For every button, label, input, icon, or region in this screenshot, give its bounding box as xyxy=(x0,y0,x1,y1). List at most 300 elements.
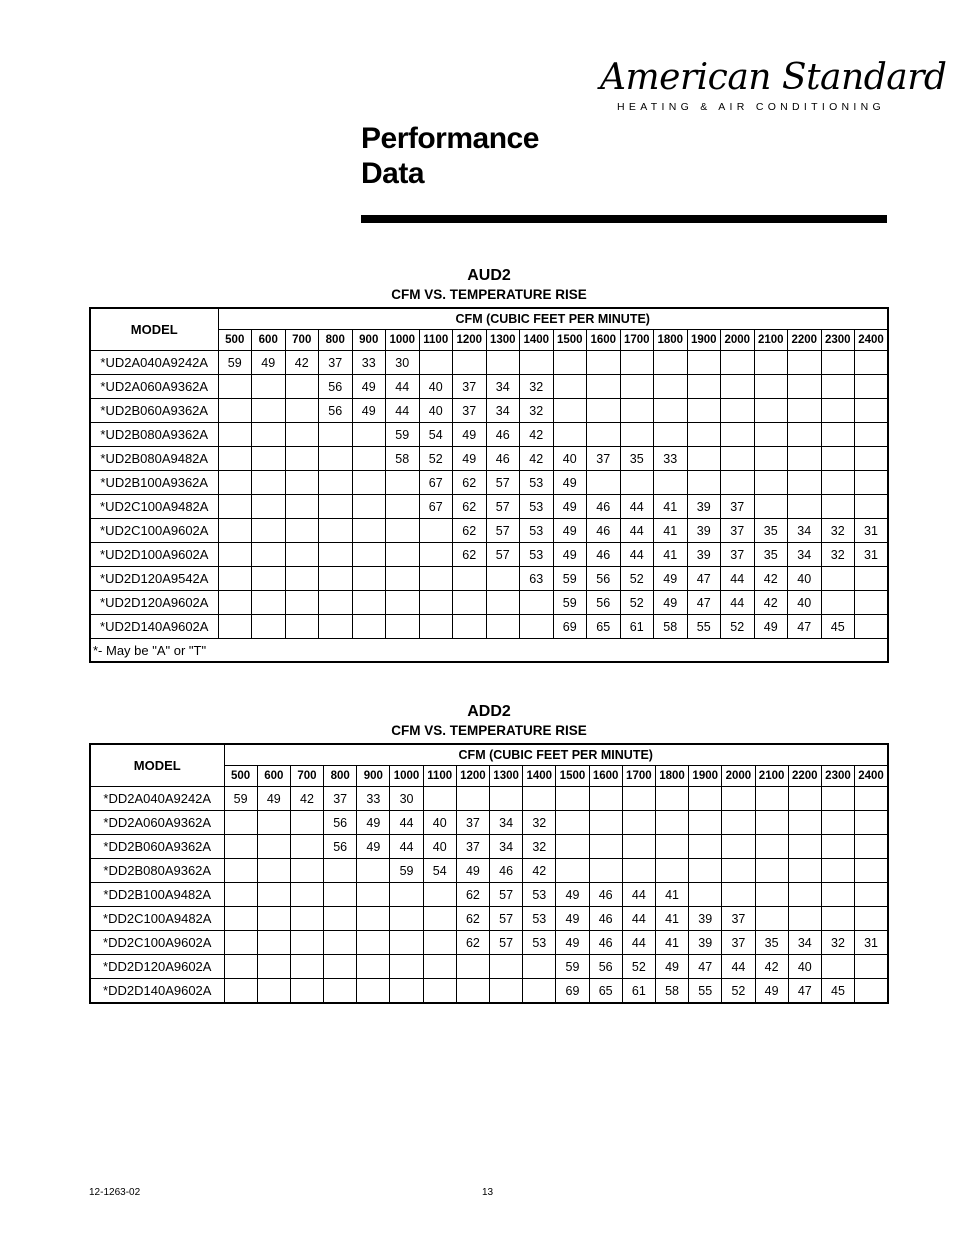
temp-rise-cell: 49 xyxy=(352,399,386,423)
temp-rise-cell xyxy=(855,351,889,375)
temp-rise-cell xyxy=(486,615,520,639)
temp-rise-cell: 40 xyxy=(419,375,453,399)
temp-rise-cell: 47 xyxy=(687,591,721,615)
temp-rise-cell xyxy=(722,787,755,811)
temp-rise-cell xyxy=(285,399,319,423)
temp-rise-cell xyxy=(490,979,523,1004)
temp-rise-cell xyxy=(788,423,822,447)
temp-rise-cell xyxy=(622,859,655,883)
temp-rise-cell xyxy=(352,615,386,639)
temp-rise-cell: 57 xyxy=(486,471,520,495)
temp-rise-cell xyxy=(553,399,587,423)
cfm-column-header: 1100 xyxy=(419,330,453,351)
temp-rise-cell xyxy=(687,375,721,399)
temp-rise-cell: 46 xyxy=(486,423,520,447)
temp-rise-cell: 44 xyxy=(721,591,755,615)
temp-rise-cell: 39 xyxy=(687,495,721,519)
cfm-column-header: 1500 xyxy=(553,330,587,351)
temp-rise-cell xyxy=(257,979,290,1004)
temp-rise-cell: 34 xyxy=(788,543,822,567)
temp-rise-cell: 34 xyxy=(490,811,523,835)
model-cell: *DD2A060A9362A xyxy=(90,811,224,835)
temp-rise-cell xyxy=(687,423,721,447)
temp-rise-cell xyxy=(352,543,386,567)
temp-rise-cell: 49 xyxy=(754,615,788,639)
temp-rise-cell: 58 xyxy=(655,979,688,1004)
temp-rise-cell xyxy=(357,931,390,955)
cfm-column-header: 2000 xyxy=(721,330,755,351)
temp-rise-cell xyxy=(218,543,252,567)
cfm-column-header: 700 xyxy=(285,330,319,351)
temp-rise-cell: 40 xyxy=(419,399,453,423)
temp-rise-cell xyxy=(721,471,755,495)
temp-rise-cell xyxy=(218,615,252,639)
temp-rise-cell: 53 xyxy=(520,471,554,495)
aud2-subtitle: CFM VS. TEMPERATURE RISE xyxy=(391,287,587,302)
temp-rise-cell xyxy=(689,883,722,907)
temp-rise-cell: 53 xyxy=(523,931,556,955)
temp-rise-cell: 52 xyxy=(620,567,654,591)
temp-rise-cell: 41 xyxy=(655,907,688,931)
model-header: MODEL xyxy=(90,308,218,351)
cfm-column-header: 1800 xyxy=(654,330,688,351)
temp-rise-cell: 37 xyxy=(324,787,357,811)
temp-rise-cell xyxy=(788,883,821,907)
temp-rise-cell xyxy=(386,471,420,495)
temp-rise-cell: 49 xyxy=(553,543,587,567)
brand-name: American Standard xyxy=(600,57,947,98)
temp-rise-cell: 42 xyxy=(290,787,323,811)
temp-rise-cell xyxy=(324,955,357,979)
temp-rise-cell: 35 xyxy=(754,519,788,543)
temp-rise-cell: 37 xyxy=(456,835,489,859)
page-title-line-2: Data xyxy=(361,157,425,190)
temp-rise-cell: 57 xyxy=(486,495,520,519)
temp-rise-cell: 44 xyxy=(722,955,755,979)
add2-section xyxy=(89,702,889,1004)
temp-rise-cell xyxy=(386,495,420,519)
table-row xyxy=(90,787,888,811)
temp-rise-cell: 54 xyxy=(419,423,453,447)
temp-rise-cell xyxy=(419,567,453,591)
temp-rise-cell xyxy=(655,811,688,835)
model-cell: *DD2D120A9602A xyxy=(90,955,224,979)
table-row xyxy=(90,811,888,835)
model-cell: *UD2D100A9602A xyxy=(90,543,218,567)
temp-rise-cell: 53 xyxy=(520,519,554,543)
temp-rise-cell: 30 xyxy=(390,787,423,811)
temp-rise-cell: 49 xyxy=(252,351,286,375)
temp-rise-cell: 67 xyxy=(419,495,453,519)
temp-rise-cell xyxy=(386,615,420,639)
temp-rise-cell xyxy=(855,399,889,423)
temp-rise-cell xyxy=(357,907,390,931)
temp-rise-cell xyxy=(319,423,353,447)
add2-subtitle: CFM VS. TEMPERATURE RISE xyxy=(391,723,587,738)
temp-rise-cell: 46 xyxy=(587,495,621,519)
model-cell: *UD2D140A9602A xyxy=(90,615,218,639)
temp-rise-cell: 41 xyxy=(654,495,688,519)
cfm-column-header: 1600 xyxy=(589,766,622,787)
temp-rise-cell xyxy=(788,859,821,883)
temp-rise-cell: 37 xyxy=(722,907,755,931)
temp-rise-cell: 35 xyxy=(755,931,788,955)
temp-rise-cell xyxy=(224,979,257,1004)
cfm-column-header: 900 xyxy=(352,330,386,351)
temp-rise-cell xyxy=(620,399,654,423)
temp-rise-cell xyxy=(419,543,453,567)
temp-rise-cell: 37 xyxy=(453,399,487,423)
temp-rise-cell xyxy=(620,471,654,495)
temp-rise-cell: 59 xyxy=(553,591,587,615)
aud2-title: AUD2 xyxy=(467,267,511,284)
table-row xyxy=(90,351,888,375)
temp-rise-cell xyxy=(352,495,386,519)
temp-rise-cell xyxy=(721,375,755,399)
table-row xyxy=(90,519,888,543)
temp-rise-cell xyxy=(285,495,319,519)
temp-rise-cell: 44 xyxy=(390,835,423,859)
temp-rise-cell xyxy=(821,495,855,519)
temp-rise-cell xyxy=(821,399,855,423)
temp-rise-cell: 45 xyxy=(821,615,855,639)
temp-rise-cell: 47 xyxy=(687,567,721,591)
temp-rise-cell xyxy=(423,883,456,907)
temp-rise-cell xyxy=(224,883,257,907)
temp-rise-cell xyxy=(654,423,688,447)
cfm-column-header: 1200 xyxy=(453,330,487,351)
cfm-column-header: 2400 xyxy=(855,330,889,351)
temp-rise-cell xyxy=(788,471,822,495)
temp-rise-cell xyxy=(224,859,257,883)
temp-rise-cell: 49 xyxy=(553,471,587,495)
temp-rise-cell: 54 xyxy=(423,859,456,883)
temp-rise-cell: 55 xyxy=(689,979,722,1004)
cfm-column-header: 500 xyxy=(218,330,252,351)
temp-rise-cell xyxy=(754,351,788,375)
temp-rise-cell: 49 xyxy=(556,931,589,955)
temp-rise-cell xyxy=(386,567,420,591)
temp-rise-cell xyxy=(224,931,257,955)
temp-rise-cell xyxy=(523,787,556,811)
cfm-column-header: 2000 xyxy=(722,766,755,787)
temp-rise-cell: 49 xyxy=(654,591,688,615)
temp-rise-cell: 62 xyxy=(453,495,487,519)
temp-rise-cell: 47 xyxy=(689,955,722,979)
temp-rise-cell: 37 xyxy=(587,447,621,471)
title-rule xyxy=(361,215,887,223)
temp-rise-cell: 37 xyxy=(721,519,755,543)
temp-rise-cell xyxy=(357,979,390,1004)
table-row xyxy=(90,955,888,979)
temp-rise-cell xyxy=(523,979,556,1004)
temp-rise-cell xyxy=(218,423,252,447)
temp-rise-cell: 53 xyxy=(523,883,556,907)
temp-rise-cell: 44 xyxy=(721,567,755,591)
temp-rise-cell: 37 xyxy=(721,495,755,519)
temp-rise-cell xyxy=(357,955,390,979)
cfm-column-header: 1600 xyxy=(587,330,621,351)
temp-rise-cell xyxy=(589,835,622,859)
temp-rise-cell xyxy=(285,519,319,543)
temp-rise-cell: 53 xyxy=(520,495,554,519)
temp-rise-cell xyxy=(755,787,788,811)
temp-rise-cell: 35 xyxy=(620,447,654,471)
temp-rise-cell: 57 xyxy=(490,907,523,931)
temp-rise-cell: 44 xyxy=(620,543,654,567)
temp-rise-cell xyxy=(855,471,889,495)
temp-rise-cell xyxy=(419,519,453,543)
temp-rise-cell xyxy=(252,543,286,567)
temp-rise-cell xyxy=(855,979,888,1004)
temp-rise-cell xyxy=(553,375,587,399)
temp-rise-cell: 39 xyxy=(687,543,721,567)
temp-rise-cell xyxy=(285,447,319,471)
cfm-column-header: 900 xyxy=(357,766,390,787)
cfm-column-header: 1000 xyxy=(390,766,423,787)
temp-rise-cell xyxy=(855,859,888,883)
temp-rise-cell xyxy=(855,567,889,591)
temp-rise-cell: 37 xyxy=(319,351,353,375)
temp-rise-cell xyxy=(252,375,286,399)
temp-rise-cell: 52 xyxy=(721,615,755,639)
temp-rise-cell xyxy=(324,979,357,1004)
temp-rise-cell xyxy=(486,351,520,375)
temp-rise-cell: 42 xyxy=(523,859,556,883)
cfm-column-header: 2300 xyxy=(821,766,854,787)
temp-rise-cell xyxy=(722,859,755,883)
table-row xyxy=(90,883,888,907)
temp-rise-cell: 62 xyxy=(456,907,489,931)
temp-rise-cell xyxy=(556,787,589,811)
temp-rise-cell xyxy=(419,351,453,375)
temp-rise-cell xyxy=(390,931,423,955)
temp-rise-cell xyxy=(620,423,654,447)
temp-rise-cell: 52 xyxy=(620,591,654,615)
model-cell: *DD2B080A9362A xyxy=(90,859,224,883)
table-row xyxy=(90,591,888,615)
temp-rise-cell: 39 xyxy=(689,907,722,931)
temp-rise-cell xyxy=(788,447,822,471)
model-cell: *UD2D120A9602A xyxy=(90,591,218,615)
temp-rise-cell xyxy=(654,471,688,495)
temp-rise-cell xyxy=(252,447,286,471)
temp-rise-cell: 37 xyxy=(456,811,489,835)
temp-rise-cell xyxy=(755,907,788,931)
temp-rise-cell xyxy=(754,399,788,423)
temp-rise-cell: 55 xyxy=(687,615,721,639)
temp-rise-cell: 65 xyxy=(589,979,622,1004)
temp-rise-cell: 41 xyxy=(655,883,688,907)
temp-rise-cell xyxy=(352,423,386,447)
temp-rise-cell: 59 xyxy=(556,955,589,979)
temp-rise-cell xyxy=(252,615,286,639)
cfm-column-header: 500 xyxy=(224,766,257,787)
temp-rise-cell xyxy=(419,591,453,615)
temp-rise-cell: 46 xyxy=(490,859,523,883)
temp-rise-cell: 46 xyxy=(486,447,520,471)
temp-rise-cell: 40 xyxy=(423,811,456,835)
cfm-column-header: 2200 xyxy=(788,330,822,351)
temp-rise-cell xyxy=(290,907,323,931)
temp-rise-cell xyxy=(821,859,854,883)
temp-rise-cell xyxy=(224,955,257,979)
temp-rise-cell xyxy=(252,567,286,591)
aud2-section xyxy=(89,266,889,663)
temp-rise-cell: 34 xyxy=(486,399,520,423)
temp-rise-cell xyxy=(252,471,286,495)
temp-rise-cell xyxy=(754,375,788,399)
temp-rise-cell xyxy=(319,567,353,591)
temp-rise-cell xyxy=(821,591,855,615)
page-number: 13 xyxy=(482,1187,494,1198)
temp-rise-cell: 32 xyxy=(821,519,855,543)
temp-rise-cell: 57 xyxy=(486,543,520,567)
temp-rise-cell xyxy=(589,859,622,883)
temp-rise-cell: 59 xyxy=(218,351,252,375)
temp-rise-cell xyxy=(855,835,888,859)
model-cell: *DD2D140A9602A xyxy=(90,979,224,1004)
temp-rise-cell: 49 xyxy=(553,519,587,543)
temp-rise-cell: 40 xyxy=(788,591,822,615)
temp-rise-cell xyxy=(654,399,688,423)
temp-rise-cell xyxy=(553,351,587,375)
model-cell: *DD2C100A9482A xyxy=(90,907,224,931)
temp-rise-cell xyxy=(620,375,654,399)
temp-rise-cell: 37 xyxy=(722,931,755,955)
temp-rise-cell: 32 xyxy=(520,375,554,399)
table-row xyxy=(90,423,888,447)
model-cell: *UD2A040A9242A xyxy=(90,351,218,375)
cfm-column-header: 2100 xyxy=(754,330,788,351)
temp-rise-cell: 62 xyxy=(453,543,487,567)
temp-rise-cell xyxy=(754,495,788,519)
temp-rise-cell: 56 xyxy=(324,811,357,835)
temp-rise-cell xyxy=(821,471,855,495)
cfm-column-header: 1700 xyxy=(622,766,655,787)
temp-rise-cell xyxy=(587,423,621,447)
page-title xyxy=(361,121,539,191)
temp-rise-cell: 49 xyxy=(655,955,688,979)
temp-rise-cell xyxy=(654,351,688,375)
temp-rise-cell xyxy=(257,955,290,979)
temp-rise-cell xyxy=(655,787,688,811)
temp-rise-cell xyxy=(218,447,252,471)
temp-rise-cell: 40 xyxy=(788,955,821,979)
temp-rise-cell xyxy=(722,835,755,859)
temp-rise-cell xyxy=(257,859,290,883)
temp-rise-cell: 49 xyxy=(654,567,688,591)
temp-rise-cell xyxy=(821,883,854,907)
table-row xyxy=(90,979,888,1004)
cfm-column-header: 600 xyxy=(252,330,286,351)
temp-rise-cell xyxy=(319,495,353,519)
temp-rise-cell xyxy=(553,423,587,447)
cfm-column-header: 1500 xyxy=(556,766,589,787)
temp-rise-cell xyxy=(722,811,755,835)
temp-rise-cell xyxy=(285,591,319,615)
table-row xyxy=(90,447,888,471)
cfm-column-header: 1700 xyxy=(620,330,654,351)
temp-rise-cell: 40 xyxy=(788,567,822,591)
temp-rise-cell xyxy=(386,543,420,567)
table-row xyxy=(90,835,888,859)
temp-rise-cell: 42 xyxy=(754,567,788,591)
temp-rise-cell xyxy=(821,423,855,447)
add2-table xyxy=(89,743,889,1004)
temp-rise-cell: 49 xyxy=(352,375,386,399)
temp-rise-cell xyxy=(218,399,252,423)
temp-rise-cell xyxy=(324,931,357,955)
temp-rise-cell xyxy=(689,811,722,835)
temp-rise-cell: 34 xyxy=(788,519,822,543)
temp-rise-cell xyxy=(390,955,423,979)
temp-rise-cell xyxy=(855,447,889,471)
temp-rise-cell xyxy=(218,375,252,399)
cfm-column-header: 2200 xyxy=(788,766,821,787)
temp-rise-cell xyxy=(520,591,554,615)
cfm-column-header: 2400 xyxy=(855,766,888,787)
temp-rise-cell xyxy=(589,811,622,835)
temp-rise-cell: 57 xyxy=(490,883,523,907)
temp-rise-cell xyxy=(257,931,290,955)
temp-rise-cell xyxy=(788,399,822,423)
cfm-column-header: 1900 xyxy=(687,330,721,351)
temp-rise-cell: 41 xyxy=(655,931,688,955)
temp-rise-cell: 42 xyxy=(520,447,554,471)
temp-rise-cell xyxy=(788,351,822,375)
temp-rise-cell xyxy=(290,883,323,907)
temp-rise-cell: 57 xyxy=(490,931,523,955)
temp-rise-cell xyxy=(390,883,423,907)
temp-rise-cell xyxy=(855,423,889,447)
temp-rise-cell: 58 xyxy=(654,615,688,639)
temp-rise-cell xyxy=(654,375,688,399)
temp-rise-cell: 33 xyxy=(654,447,688,471)
temp-rise-cell xyxy=(257,811,290,835)
temp-rise-cell: 56 xyxy=(319,399,353,423)
temp-rise-cell xyxy=(520,351,554,375)
temp-rise-cell: 44 xyxy=(620,495,654,519)
temp-rise-cell: 32 xyxy=(821,931,854,955)
aud2-table xyxy=(89,307,889,663)
temp-rise-cell xyxy=(821,955,854,979)
temp-rise-cell xyxy=(290,955,323,979)
temp-rise-cell xyxy=(423,979,456,1004)
temp-rise-cell: 34 xyxy=(788,931,821,955)
cfm-column-header: 700 xyxy=(290,766,323,787)
temp-rise-cell xyxy=(855,495,889,519)
temp-rise-cell: 37 xyxy=(721,543,755,567)
temp-rise-cell: 52 xyxy=(419,447,453,471)
temp-rise-cell xyxy=(821,787,854,811)
temp-rise-cell xyxy=(218,471,252,495)
temp-rise-cell xyxy=(285,423,319,447)
temp-rise-cell xyxy=(423,931,456,955)
temp-rise-cell xyxy=(419,615,453,639)
temp-rise-cell xyxy=(556,835,589,859)
temp-rise-cell xyxy=(587,471,621,495)
temp-rise-cell: 35 xyxy=(754,543,788,567)
temp-rise-cell xyxy=(252,495,286,519)
temp-rise-cell: 52 xyxy=(622,955,655,979)
temp-rise-cell xyxy=(722,883,755,907)
temp-rise-cell: 67 xyxy=(419,471,453,495)
temp-rise-cell xyxy=(687,471,721,495)
temp-rise-cell: 44 xyxy=(622,931,655,955)
temp-rise-cell: 31 xyxy=(855,931,888,955)
temp-rise-cell xyxy=(788,907,821,931)
